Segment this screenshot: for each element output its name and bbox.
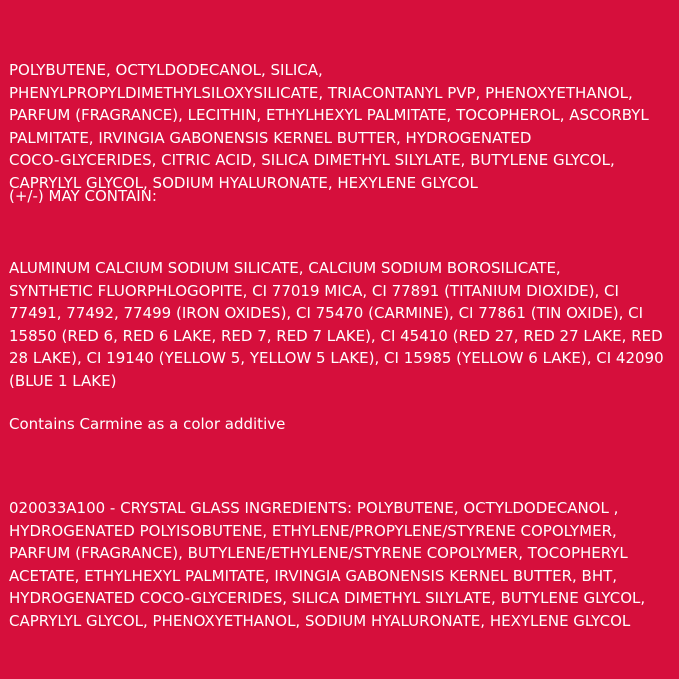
crystal-glass-line: ACETATE, ETHYLHEXYL PALMITATE, IRVINGIA GABONENSIS KERNEL BUTTER, BHT, xyxy=(9,566,618,585)
crystal-glass-line: HYDROGENATED COCO-GLYCERIDES, SILICA DIMETHYL SILYLATE, BUTYLENE GLYCOL, xyxy=(9,589,646,607)
ingredients-line: PARFUM (FRAGRANCE), LECITHIN, ETHYLHEXYL PALMITATE, TOCOPHEROL, ASCORBYL xyxy=(9,106,649,124)
may-contain-line: 15850 (RED 6, RED 6 LAKE, RED 7, RED 7 LAKE), CI 45410 (RED 27, RED 27 LAKE, RED xyxy=(9,326,663,345)
ingredients-line: CAPRYLYL GLYCOL, SODIUM HYALURONATE, HEXYLENE GLYCOL xyxy=(9,173,478,192)
ingredients-line: PALMITATE, IRVINGIA GABONENSIS KERNEL BUTTER, HYDROGENATED xyxy=(9,128,532,147)
crystal-glass-ingredients xyxy=(9,497,673,632)
may-contain-heading xyxy=(9,185,673,208)
ingredients-line: POLYBUTENE, OCTYLDODECANOL, SILICA, xyxy=(9,61,323,79)
may-contain-line: ALUMINUM CALCIUM SODIUM SILICATE, CALCIUM SODIUM BOROSILICATE, xyxy=(9,259,561,277)
crystal-glass-line: 020033A100 - CRYSTAL GLASS INGREDIENTS: POLYBUTENE, OCTYLDODECANOL , xyxy=(9,499,619,517)
crystal-glass-line: PARFUM (FRAGRANCE), BUTYLENE/ETHYLENE/STYRENE COPOLYMER, TOCOPHERYL xyxy=(9,544,628,562)
may-contain-list xyxy=(9,257,673,392)
crystal-glass-line: CAPRYLYL GLYCOL, PHENOXYETHANOL, SODIUM HYALURONATE, HEXYLENE GLYCOL xyxy=(9,611,631,630)
ingredients-line: COCO-GLYCERIDES, CITRIC ACID, SILICA DIMETHYL SILYLATE, BUTYLENE GLYCOL, xyxy=(9,151,615,169)
may-contain-line: SYNTHETIC FLUORPHLOGOPITE, CI 77019 MICA, CI 77891 (TITANIUM DIOXIDE), CI xyxy=(9,281,619,300)
may-contain-heading-text: (+/-) MAY CONTAIN: xyxy=(9,187,157,205)
may-contain-line: (BLUE 1 LAKE) xyxy=(9,371,117,390)
crystal-glass-line: HYDROGENATED POLYISOBUTENE, ETHYLENE/PROPYLENE/STYRENE COPOLYMER, xyxy=(9,521,617,540)
carmine-note xyxy=(9,413,673,436)
ingredients-line: PHENYLPROPYLDIMETHYLSILOXYSILICATE, TRIACONTANYL PVP, PHENOXYETHANOL, xyxy=(9,83,633,102)
may-contain-line: 28 LAKE), CI 19140 (YELLOW 5, YELLOW 5 LAKE), CI 15985 (YELLOW 6 LAKE), CI 42090 xyxy=(9,349,664,367)
may-contain-line: 77491, 77492, 77499 (IRON OXIDES), CI 75470 (CARMINE), CI 77861 (TIN OXIDE), CI xyxy=(9,304,644,322)
ingredients-list xyxy=(9,59,673,194)
carmine-note-text: Contains Carmine as a color additive xyxy=(9,415,286,433)
